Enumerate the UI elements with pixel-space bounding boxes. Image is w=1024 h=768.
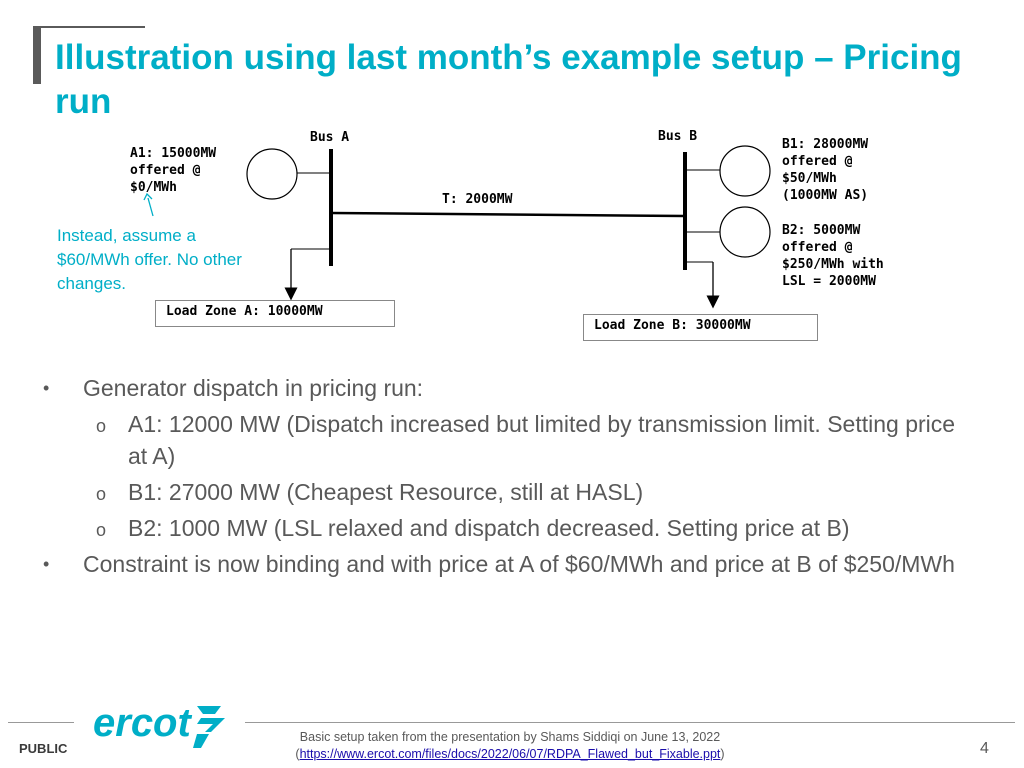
ercot-logo-wordmark: ercot bbox=[93, 701, 191, 745]
bullet-item bbox=[40, 372, 960, 404]
public-classification-label: PUBLIC bbox=[19, 741, 68, 756]
generator-a1-label: A1: 15000MW offered @ $0/MWh bbox=[130, 146, 217, 195]
bus-b-label: Bus B bbox=[658, 129, 698, 144]
footnote-link-line bbox=[250, 746, 770, 763]
footer-divider-left bbox=[8, 722, 74, 723]
sub-bullet-marker: o bbox=[96, 520, 107, 540]
ercot-logo-mark bbox=[193, 706, 225, 748]
sub-bullet-item bbox=[40, 408, 960, 472]
sub-bullet-marker: o bbox=[96, 416, 107, 436]
generator-b1-circle bbox=[720, 146, 770, 196]
generator-b1-label: B1: 28000MW offered @ $50/MWh (1000MW AS) bbox=[782, 137, 869, 203]
bullet-item bbox=[40, 548, 960, 580]
bullet-marker: • bbox=[43, 378, 50, 398]
bullet-list bbox=[40, 372, 960, 584]
footer-divider-right bbox=[245, 722, 1015, 723]
transmission-label: T: 2000MW bbox=[442, 192, 513, 207]
page-number: 4 bbox=[980, 740, 989, 757]
generator-b2-circle bbox=[720, 207, 770, 257]
dispatch-b1: B1: 27000 MW (Cheapest Resource, still at HASL) bbox=[128, 479, 644, 505]
sub-bullet-marker: o bbox=[96, 484, 107, 504]
dispatch-heading: Generator dispatch in pricing run: bbox=[83, 375, 424, 401]
dispatch-a1: A1: 12000 MW (Dispatch increased but limited by transmission limit. Setting price at A) bbox=[128, 411, 956, 469]
sub-bullet-item bbox=[40, 476, 960, 508]
load-zone-a-box: Load Zone A: 10000MW bbox=[155, 300, 395, 327]
sub-bullet-item bbox=[40, 512, 960, 544]
load-zone-b-box: Load Zone B: 30000MW bbox=[583, 314, 818, 341]
footnote-text: Basic setup taken from the presentation by Shams Siddiqi on June 13, 2022 bbox=[299, 730, 721, 744]
ercot-logo bbox=[93, 700, 233, 752]
constraint-statement: Constraint is now binding and with price at A of $60/MWh and price at B of $250/MWh bbox=[83, 551, 955, 577]
dispatch-b2: B2: 1000 MW (LSL relaxed and dispatch decreased. Setting price at B) bbox=[128, 515, 850, 541]
offer-assumption-note: Instead, assume a $60/MWh offer. No other changes. bbox=[57, 226, 242, 293]
generator-b2-label: B2: 5000MW offered @ $250/MWh with LSL = 2000MW bbox=[782, 223, 884, 289]
transmission-line bbox=[331, 213, 685, 216]
bullet-marker: • bbox=[43, 554, 50, 574]
source-footnote bbox=[250, 729, 770, 763]
bus-a-label: Bus A bbox=[310, 130, 350, 145]
generator-a1-circle bbox=[247, 149, 297, 199]
note-callout-arrow bbox=[148, 198, 153, 216]
footnote-open-paren: ( bbox=[295, 747, 300, 761]
source-presentation-link[interactable]: https://www.ercot.com/files/docs/2022/06/07/RDPA_Flawed_but_Fixable.ppt bbox=[299, 747, 721, 761]
slide-title: Illustration using last month’s example setup – Pricing run bbox=[55, 38, 962, 121]
footnote-close-paren: ) bbox=[720, 747, 725, 761]
